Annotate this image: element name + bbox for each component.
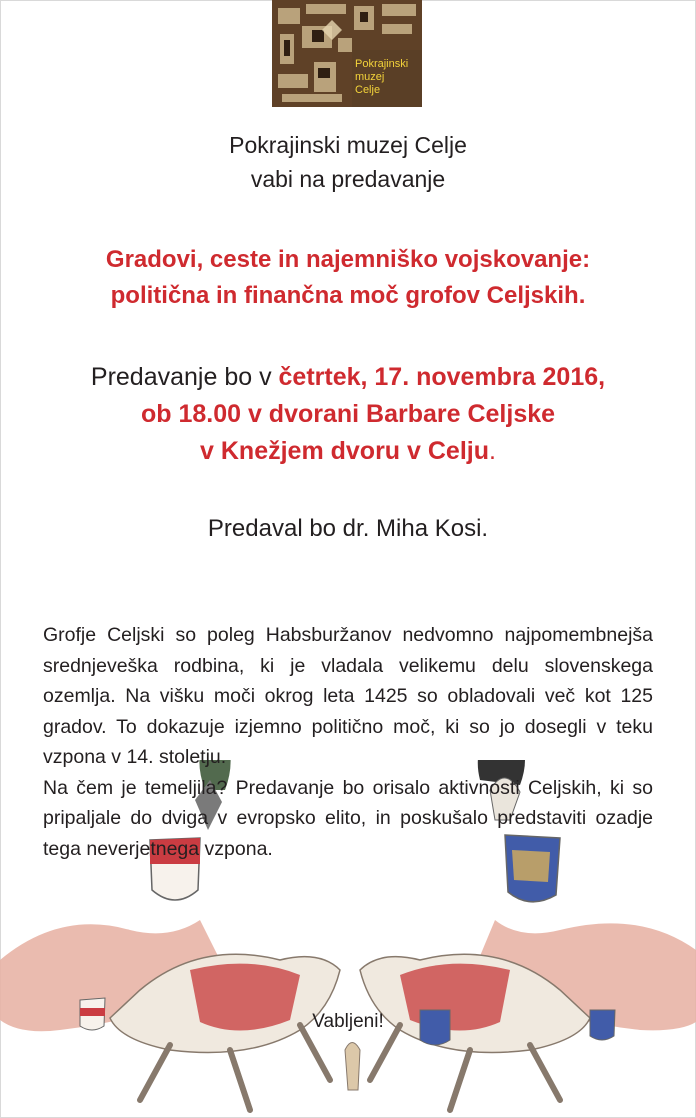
event-date: četrtek, 17. novembra 2016, bbox=[278, 363, 606, 391]
event-details bbox=[0, 359, 696, 470]
lecture-description bbox=[43, 620, 653, 864]
lecture-title bbox=[0, 242, 696, 314]
closing-text: Vabljeni! bbox=[312, 1011, 384, 1032]
event-location-line bbox=[0, 433, 696, 470]
museum-name: Pokrajinski muzej Celje bbox=[229, 132, 467, 158]
event-location-period: . bbox=[489, 437, 496, 465]
event-prefix: Predavanje bo v bbox=[90, 363, 279, 391]
event-time-venue: ob 18.00 v dvorani Barbare Celjske bbox=[140, 400, 556, 428]
description-paragraph-1: Grofje Celjski so poleg Habsburžanov nedvomno najpomembnejša srednjeveška rodbina, ki je vladala velikemu delu slovenskega ozemlja. Na višku moči okrog leta 1425 so obladovali več kot 125 gradov. To dokazuje izjemno politično moč, ki so jo dosegli v teku vzpona v 14. stoletju. bbox=[43, 624, 653, 768]
museum-logo bbox=[272, 0, 422, 107]
invitation-intro bbox=[0, 128, 696, 196]
speaker-line: Predaval bo dr. Miha Kosi. bbox=[207, 515, 489, 542]
event-date-line bbox=[0, 359, 696, 396]
logo-line-2: muzej bbox=[355, 71, 385, 83]
logo-line-3: Celje bbox=[355, 84, 381, 96]
description-paragraph-2: Na čem je temeljila? Predavanje bo orisalo aktivnosti Celjskih, ki so pripaljale do dviga v evropsko elito, in poskušalo predstaviti ozadje tega neverjetnega vzpona. bbox=[43, 776, 653, 860]
logo-line-1: Pokrajinski bbox=[355, 58, 409, 70]
lecture-title-line-1: Gradovi, ceste in najemniško vojskovanje: bbox=[105, 246, 591, 273]
invitation-line: vabi na predavanje bbox=[250, 166, 446, 192]
lecture-title-line-2: politična in finančna moč grofov Celjskih. bbox=[110, 282, 586, 309]
event-location: v Knežjem dvoru v Celju bbox=[200, 437, 489, 465]
